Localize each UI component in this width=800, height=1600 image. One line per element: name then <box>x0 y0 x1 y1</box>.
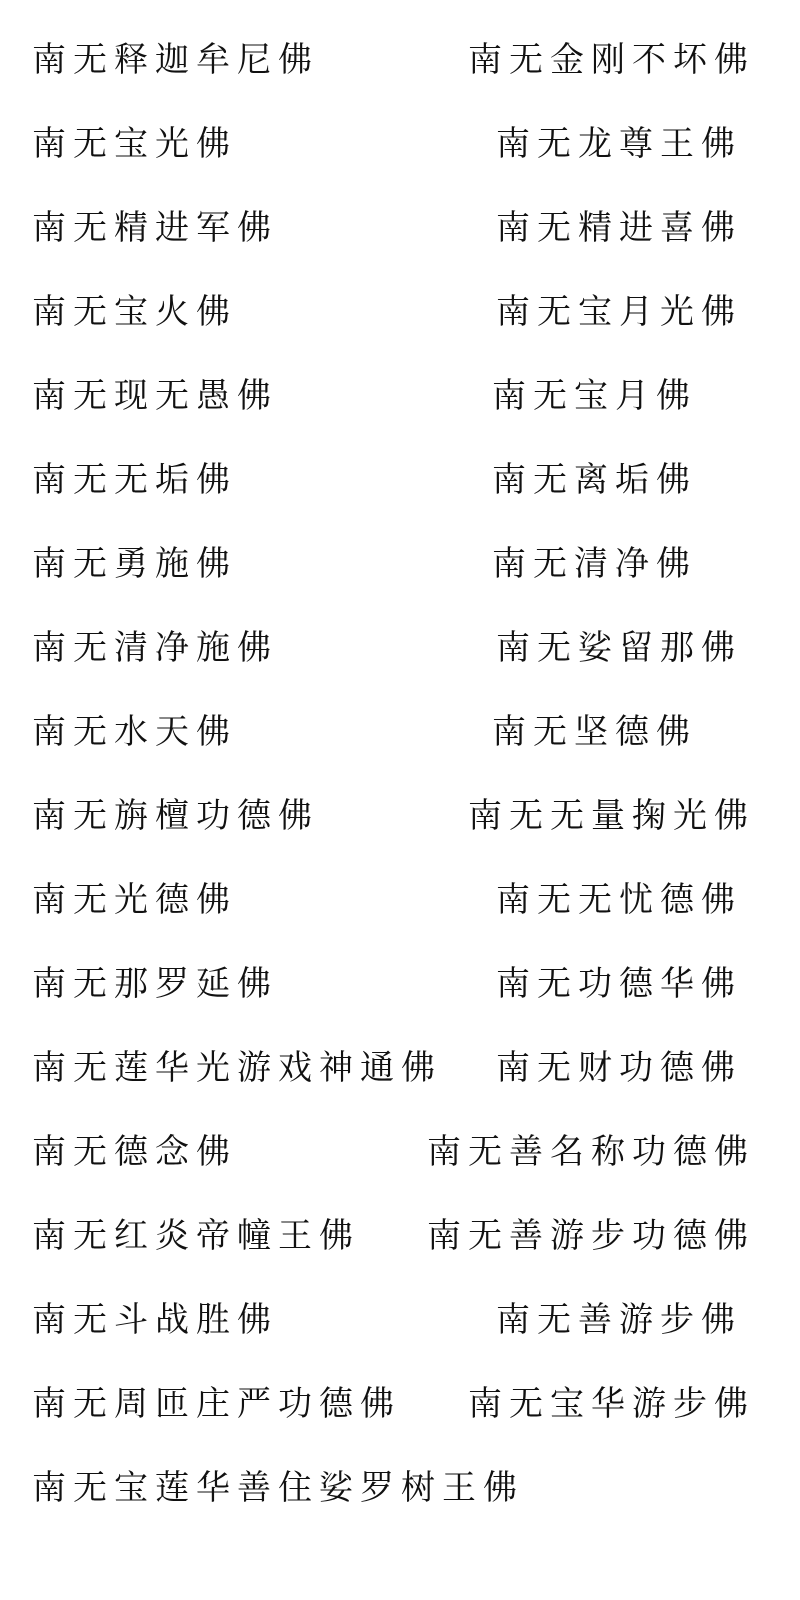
name-row <box>0 1458 800 1518</box>
buddha-name-right: 南无善名称功德佛 <box>427 1132 755 1172</box>
name-row <box>0 1038 800 1098</box>
name-row <box>0 282 800 342</box>
name-row <box>0 1290 800 1350</box>
buddha-name-left: 南无精进军佛 <box>32 208 278 248</box>
buddha-name-left: 南无红炎帝幢王佛 <box>32 1216 360 1256</box>
buddha-name-right: 南无善游步佛 <box>496 1300 742 1340</box>
buddha-name-right: 南无离垢佛 <box>492 460 697 500</box>
name-row <box>0 618 800 678</box>
buddha-name-right: 南无功德华佛 <box>496 964 742 1004</box>
name-row <box>0 366 800 426</box>
name-row <box>0 1374 800 1434</box>
buddha-name-right: 南无无量掬光佛 <box>468 796 755 836</box>
buddha-name-left: 南无莲华光游戏神通佛 <box>32 1048 442 1088</box>
buddha-name-left: 南无光德佛 <box>32 880 237 920</box>
name-row <box>0 198 800 258</box>
buddha-name-right: 南无清净佛 <box>492 544 697 584</box>
name-row <box>0 786 800 846</box>
name-row <box>0 954 800 1014</box>
buddha-name-left: 南无宝莲华善住娑罗树王佛 <box>32 1468 524 1508</box>
buddha-name-right: 南无娑留那佛 <box>496 628 742 668</box>
buddha-name-right: 南无善游步功德佛 <box>427 1216 755 1256</box>
buddha-name-left: 南无现无愚佛 <box>32 376 278 416</box>
buddha-name-right: 南无坚德佛 <box>492 712 697 752</box>
buddha-name-left: 南无水天佛 <box>32 712 237 752</box>
name-row <box>0 870 800 930</box>
buddha-name-left: 南无释迦牟尼佛 <box>32 40 319 80</box>
buddha-name-right: 南无无忧德佛 <box>496 880 742 920</box>
buddha-name-left: 南无德念佛 <box>32 1132 237 1172</box>
name-row <box>0 114 800 174</box>
buddha-name-left: 南无宝火佛 <box>32 292 237 332</box>
buddha-name-right: 南无龙尊王佛 <box>496 124 742 164</box>
buddha-name-left: 南无那罗延佛 <box>32 964 278 1004</box>
buddha-name-right: 南无财功德佛 <box>496 1048 742 1088</box>
buddha-name-left: 南无清净施佛 <box>32 628 278 668</box>
buddha-name-right: 南无宝月光佛 <box>496 292 742 332</box>
name-row <box>0 702 800 762</box>
name-row <box>0 1206 800 1266</box>
name-row <box>0 1122 800 1182</box>
name-row <box>0 534 800 594</box>
buddha-name-right: 南无宝华游步佛 <box>468 1384 755 1424</box>
buddha-name-left: 南无宝光佛 <box>32 124 237 164</box>
buddha-name-right: 南无精进喜佛 <box>496 208 742 248</box>
name-row <box>0 450 800 510</box>
name-row <box>0 30 800 90</box>
buddha-name-left: 南无斗战胜佛 <box>32 1300 278 1340</box>
buddha-name-left: 南无无垢佛 <box>32 460 237 500</box>
buddha-name-left: 南无勇施佛 <box>32 544 237 584</box>
buddha-name-right: 南无金刚不坏佛 <box>468 40 755 80</box>
buddha-name-right: 南无宝月佛 <box>492 376 697 416</box>
buddha-name-left: 南无周匝庄严功德佛 <box>32 1384 401 1424</box>
buddha-name-left: 南无旃檀功德佛 <box>32 796 319 836</box>
